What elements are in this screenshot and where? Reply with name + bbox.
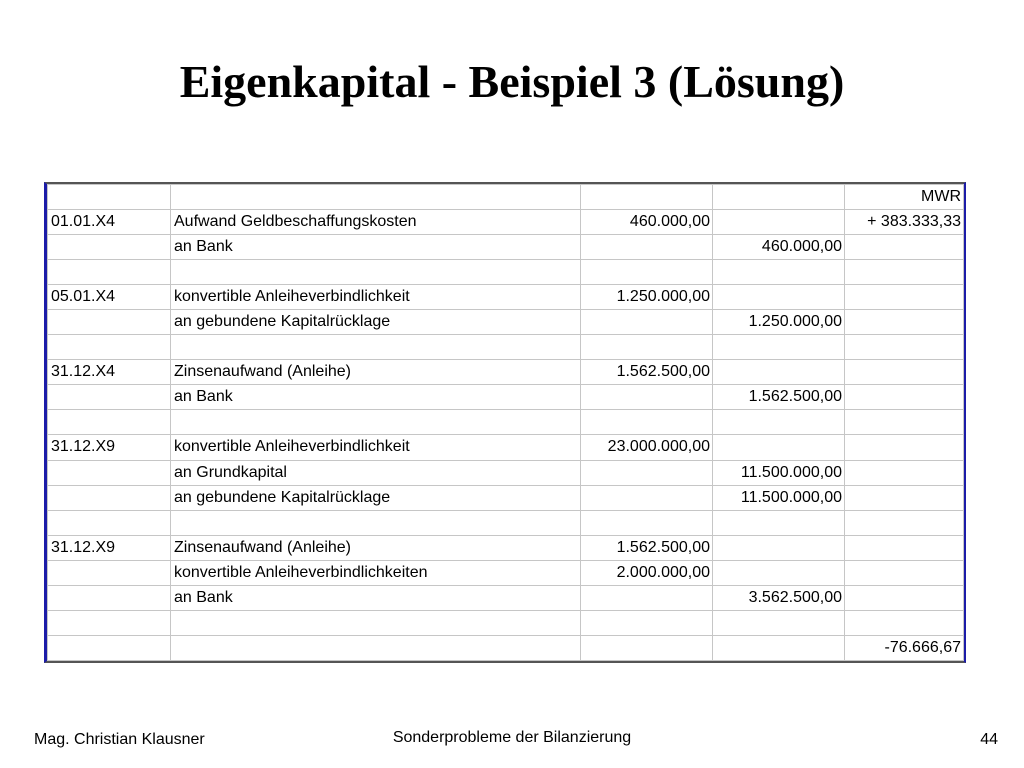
mwr-cell <box>845 235 964 260</box>
debit-cell <box>581 485 713 510</box>
date-cell: 05.01.X4 <box>48 285 171 310</box>
table-row <box>48 185 964 210</box>
credit-cell <box>713 610 845 635</box>
mwr-cell <box>845 460 964 485</box>
table-row <box>48 585 964 610</box>
journal-table-frame <box>44 182 966 663</box>
debit-cell: 2.000.000,00 <box>581 560 713 585</box>
text-cell: an Grundkapital <box>171 460 581 485</box>
date-cell: 31.12.X9 <box>48 435 171 460</box>
table-row <box>48 610 964 635</box>
mwr-cell <box>845 335 964 360</box>
text-cell: an gebundene Kapitalrücklage <box>171 310 581 335</box>
text-cell: an Bank <box>171 235 581 260</box>
mwr-cell <box>845 560 964 585</box>
debit-cell: 1.562.500,00 <box>581 360 713 385</box>
debit-cell <box>581 185 713 210</box>
debit-cell <box>581 235 713 260</box>
footer-topic: Sonderprobleme der Bilanzierung <box>392 729 632 746</box>
debit-cell <box>581 335 713 360</box>
date-cell <box>48 185 171 210</box>
page-number: 44 <box>980 731 998 748</box>
text-cell: Zinsenaufwand (Anleihe) <box>171 360 581 385</box>
credit-cell <box>713 635 845 660</box>
text-cell: Aufwand Geldbeschaffungskosten <box>171 210 581 235</box>
mwr-cell <box>845 385 964 410</box>
credit-cell <box>713 335 845 360</box>
table-row <box>48 635 964 660</box>
text-cell <box>171 510 581 535</box>
debit-cell <box>581 635 713 660</box>
table-row <box>48 210 964 235</box>
date-cell <box>48 460 171 485</box>
debit-cell: 23.000.000,00 <box>581 435 713 460</box>
table-row <box>48 335 964 360</box>
text-cell <box>171 410 581 435</box>
mwr-cell <box>845 585 964 610</box>
date-cell <box>48 635 171 660</box>
credit-cell: 11.500.000,00 <box>713 460 845 485</box>
date-cell <box>48 610 171 635</box>
date-cell <box>48 410 171 435</box>
mwr-total-cell: -76.666,67 <box>845 635 964 660</box>
mwr-cell <box>845 260 964 285</box>
mwr-cell <box>845 485 964 510</box>
table-row <box>48 285 964 310</box>
text-cell <box>171 635 581 660</box>
credit-cell <box>713 185 845 210</box>
date-cell <box>48 235 171 260</box>
mwr-cell <box>845 510 964 535</box>
credit-cell: 11.500.000,00 <box>713 485 845 510</box>
credit-cell <box>713 260 845 285</box>
text-cell: an Bank <box>171 385 581 410</box>
text-cell: an gebundene Kapitalrücklage <box>171 485 581 510</box>
table-row <box>48 310 964 335</box>
text-cell <box>171 185 581 210</box>
table-row <box>48 460 964 485</box>
mwr-cell <box>845 310 964 335</box>
credit-cell: 1.250.000,00 <box>713 310 845 335</box>
debit-cell: 460.000,00 <box>581 210 713 235</box>
debit-cell <box>581 460 713 485</box>
credit-cell: 1.562.500,00 <box>713 385 845 410</box>
credit-cell <box>713 360 845 385</box>
mwr-cell <box>845 535 964 560</box>
mwr-cell <box>845 435 964 460</box>
credit-cell <box>713 510 845 535</box>
debit-cell <box>581 310 713 335</box>
credit-cell <box>713 435 845 460</box>
journal-table <box>47 184 964 661</box>
date-cell: 31.12.X4 <box>48 360 171 385</box>
credit-cell <box>713 560 845 585</box>
table-row <box>48 360 964 385</box>
mwr-cell: + 383.333,33 <box>845 210 964 235</box>
credit-cell: 3.562.500,00 <box>713 585 845 610</box>
date-cell <box>48 335 171 360</box>
debit-cell <box>581 610 713 635</box>
table-row <box>48 235 964 260</box>
date-cell <box>48 310 171 335</box>
debit-cell: 1.250.000,00 <box>581 285 713 310</box>
table-row <box>48 435 964 460</box>
credit-cell <box>713 210 845 235</box>
debit-cell <box>581 260 713 285</box>
date-cell <box>48 510 171 535</box>
mwr-cell <box>845 410 964 435</box>
journal-table-body <box>48 185 964 661</box>
date-cell: 01.01.X4 <box>48 210 171 235</box>
table-row <box>48 485 964 510</box>
date-cell <box>48 560 171 585</box>
table-row <box>48 535 964 560</box>
table-row <box>48 385 964 410</box>
credit-cell <box>713 410 845 435</box>
text-cell: Zinsenaufwand (Anleihe) <box>171 535 581 560</box>
date-cell <box>48 485 171 510</box>
text-cell: konvertible Anleiheverbindlichkeit <box>171 285 581 310</box>
credit-cell: 460.000,00 <box>713 235 845 260</box>
mwr-cell <box>845 285 964 310</box>
debit-cell <box>581 410 713 435</box>
date-cell <box>48 585 171 610</box>
date-cell <box>48 260 171 285</box>
debit-cell <box>581 585 713 610</box>
text-cell: konvertible Anleiheverbindlichkeit <box>171 435 581 460</box>
table-row <box>48 560 964 585</box>
debit-cell <box>581 510 713 535</box>
credit-cell <box>713 285 845 310</box>
table-row <box>48 410 964 435</box>
debit-cell <box>581 385 713 410</box>
table-row <box>48 510 964 535</box>
debit-cell: 1.562.500,00 <box>581 535 713 560</box>
credit-cell <box>713 535 845 560</box>
text-cell <box>171 260 581 285</box>
mwr-cell <box>845 610 964 635</box>
mwr-cell <box>845 360 964 385</box>
table-row <box>48 260 964 285</box>
date-cell: 31.12.X9 <box>48 535 171 560</box>
date-cell <box>48 385 171 410</box>
slide-title: Eigenkapital - Beispiel 3 (Lösung) <box>179 56 845 107</box>
text-cell: konvertible Anleiheverbindlichkeiten <box>171 560 581 585</box>
text-cell <box>171 610 581 635</box>
text-cell <box>171 335 581 360</box>
mwr-header-cell: MWR <box>845 185 964 210</box>
footer-author: Mag. Christian Klausner <box>34 731 205 748</box>
text-cell: an Bank <box>171 585 581 610</box>
